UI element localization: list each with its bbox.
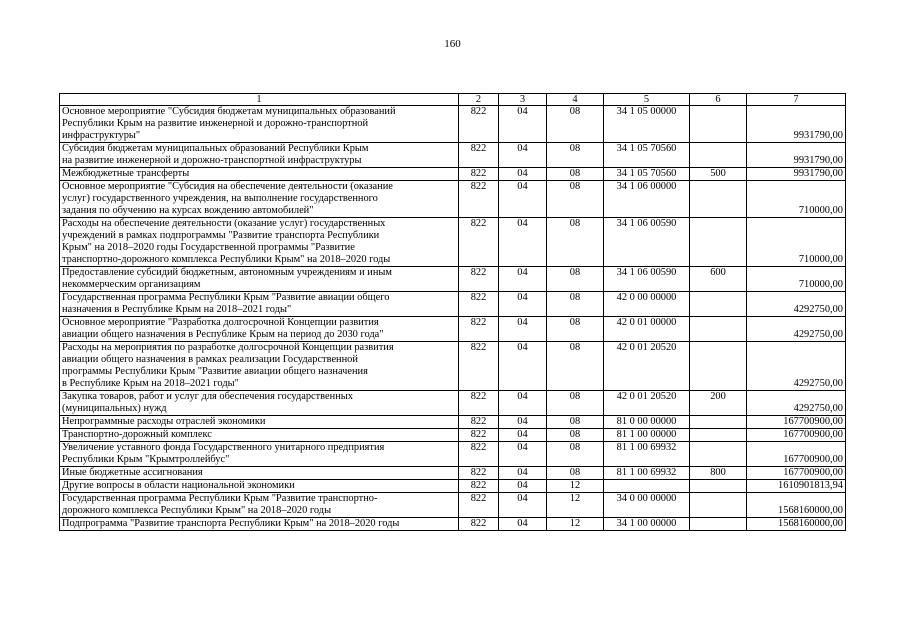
- cell-section: 04: [499, 391, 547, 416]
- cell-vid: [690, 181, 747, 218]
- cell-name-line: Государственная программа Республики Крым "Развитие авиации общего: [62, 292, 390, 303]
- cell-name-line: Основное мероприятие "Субсидия бюджетам муниципальных образований: [62, 106, 396, 117]
- cell-name: [60, 342, 459, 391]
- cell-target: 42 0 01 20520: [604, 342, 690, 391]
- cell-target: 42 0 01 00000: [604, 317, 690, 342]
- cell-name-line: Подпрограмма "Развитие транспорта Республики Крым" на 2018–2020 годы: [62, 518, 400, 529]
- cell-subsection: 12: [547, 480, 604, 493]
- cell-name: [60, 480, 459, 493]
- cell-name-line: авиации общего назначения в рамках реализации Государственной: [62, 354, 358, 365]
- cell-sum: 710000,00: [747, 218, 846, 267]
- cell-sum: 1568160000,00: [747, 493, 846, 518]
- cell-vid: 200: [690, 391, 747, 416]
- table-row: [60, 493, 846, 518]
- cell-ministry: 822: [459, 518, 499, 531]
- cell-vid: [690, 106, 747, 143]
- cell-ministry: 822: [459, 218, 499, 267]
- cell-section: 04: [499, 493, 547, 518]
- budget-table: [59, 93, 846, 531]
- cell-name: [60, 317, 459, 342]
- cell-section: 04: [499, 292, 547, 317]
- table-row: [60, 317, 846, 342]
- table-row: [60, 292, 846, 317]
- table-row: [60, 168, 846, 181]
- header-cell-ministry: 2: [459, 94, 499, 106]
- cell-name: [60, 143, 459, 168]
- cell-subsection: 08: [547, 181, 604, 218]
- cell-subsection: 08: [547, 429, 604, 442]
- cell-sum: 167700900,00: [747, 429, 846, 442]
- cell-vid: 500: [690, 168, 747, 181]
- cell-vid: [690, 442, 747, 467]
- cell-subsection: 08: [547, 267, 604, 292]
- cell-target: 34 1 05 70560: [604, 168, 690, 181]
- cell-ministry: 822: [459, 429, 499, 442]
- cell-section: 04: [499, 480, 547, 493]
- cell-name: [60, 429, 459, 442]
- cell-target: 42 0 00 00000: [604, 292, 690, 317]
- cell-name-line: (муниципальных) нужд: [62, 403, 167, 414]
- cell-section: 04: [499, 218, 547, 267]
- cell-section: 04: [499, 106, 547, 143]
- cell-vid: [690, 143, 747, 168]
- cell-name-line: в Республике Крым на 2018–2021 годы": [62, 378, 239, 389]
- header-cell-section: 3: [499, 94, 547, 106]
- cell-sum: 167700900,00: [747, 416, 846, 429]
- cell-target: 34 1 06 00590: [604, 267, 690, 292]
- cell-subsection: 08: [547, 391, 604, 416]
- cell-vid: [690, 480, 747, 493]
- cell-name-line: транспортно-дорожного комплекса Республики Крым" на 2018–2020 годы: [62, 254, 391, 265]
- cell-name-line: Расходы на мероприятия по разработке долгосрочной Концепции развития: [62, 342, 394, 353]
- cell-name-line: Другие вопросы в области национальной экономики: [62, 480, 295, 491]
- table-row: [60, 442, 846, 467]
- table-row: [60, 429, 846, 442]
- cell-name: [60, 168, 459, 181]
- cell-name-line: Увеличение уставного фонда Государственного унитарного предприятия: [62, 442, 385, 453]
- cell-sum: 1610901813,94: [747, 480, 846, 493]
- cell-name-line: Иные бюджетные ассигнования: [62, 467, 203, 478]
- cell-section: 04: [499, 518, 547, 531]
- cell-sum: 1568160000,00: [747, 518, 846, 531]
- cell-sum: 4292750,00: [747, 317, 846, 342]
- cell-sum: 710000,00: [747, 267, 846, 292]
- cell-name-line: Республики Крым "Крымтроллейбус": [62, 454, 230, 465]
- table-body: [60, 106, 846, 531]
- cell-name-line: Закупка товаров, работ и услуг для обеспечения государственных: [62, 391, 353, 402]
- cell-sum: 4292750,00: [747, 342, 846, 391]
- cell-subsection: 08: [547, 467, 604, 480]
- cell-name-line: некоммерческим организациям: [62, 279, 201, 290]
- header-cell-subsection: 4: [547, 94, 604, 106]
- cell-sum: 9931790,00: [747, 168, 846, 181]
- cell-section: 04: [499, 442, 547, 467]
- cell-ministry: 822: [459, 181, 499, 218]
- cell-name-line: назначения в Республике Крым на 2018–2021 годы": [62, 304, 292, 315]
- cell-name-line: учреждений в рамках подпрограммы "Развитие транспорта Республики: [62, 230, 380, 241]
- header-cell-vid: 6: [690, 94, 747, 106]
- cell-section: 04: [499, 181, 547, 218]
- cell-subsection: 08: [547, 442, 604, 467]
- cell-name: [60, 416, 459, 429]
- table-row: [60, 106, 846, 143]
- cell-vid: [690, 292, 747, 317]
- cell-section: 04: [499, 429, 547, 442]
- cell-target: 34 1 00 00000: [604, 518, 690, 531]
- table-row: [60, 480, 846, 493]
- cell-ministry: 822: [459, 143, 499, 168]
- cell-target: 81 1 00 69932: [604, 442, 690, 467]
- cell-name: [60, 493, 459, 518]
- table-row: [60, 218, 846, 267]
- cell-name: [60, 518, 459, 531]
- cell-subsection: 08: [547, 317, 604, 342]
- cell-section: 04: [499, 416, 547, 429]
- cell-target: 34 1 05 70560: [604, 143, 690, 168]
- cell-sum: 4292750,00: [747, 391, 846, 416]
- cell-name: [60, 106, 459, 143]
- cell-target: 34 1 05 00000: [604, 106, 690, 143]
- cell-sum: 167700900,00: [747, 467, 846, 480]
- cell-vid: [690, 493, 747, 518]
- cell-name-line: Расходы на обеспечение деятельности (оказание услуг) государственных: [62, 218, 386, 229]
- table-row: [60, 342, 846, 391]
- cell-name-line: задания по обучению на курсах вождению автомобилей": [62, 205, 314, 216]
- cell-section: 04: [499, 317, 547, 342]
- cell-name: [60, 267, 459, 292]
- cell-section: 04: [499, 143, 547, 168]
- cell-target: 81 0 00 00000: [604, 416, 690, 429]
- cell-vid: [690, 218, 747, 267]
- table-row: [60, 181, 846, 218]
- cell-name-line: Основное мероприятие "Разработка долгосрочной Концепции развития: [62, 317, 379, 328]
- cell-vid: [690, 317, 747, 342]
- cell-vid: [690, 518, 747, 531]
- cell-name: [60, 391, 459, 416]
- cell-section: 04: [499, 342, 547, 391]
- cell-subsection: 08: [547, 416, 604, 429]
- cell-name-line: Межбюджетные трансферты: [62, 168, 190, 179]
- cell-sum: 9931790,00: [747, 106, 846, 143]
- cell-name: [60, 218, 459, 267]
- cell-sum: 167700900,00: [747, 442, 846, 467]
- cell-name: [60, 181, 459, 218]
- cell-subsection: 08: [547, 168, 604, 181]
- cell-sum: 710000,00: [747, 181, 846, 218]
- cell-target: [604, 480, 690, 493]
- table-row: [60, 267, 846, 292]
- cell-subsection: 08: [547, 342, 604, 391]
- cell-target: 34 0 00 00000: [604, 493, 690, 518]
- cell-name-line: Основное мероприятие "Субсидия на обеспечение деятельности (оказание: [62, 181, 393, 192]
- cell-section: 04: [499, 467, 547, 480]
- cell-name: [60, 467, 459, 480]
- cell-subsection: 12: [547, 493, 604, 518]
- cell-vid: 600: [690, 267, 747, 292]
- cell-subsection: 08: [547, 143, 604, 168]
- cell-subsection: 08: [547, 292, 604, 317]
- cell-section: 04: [499, 267, 547, 292]
- header-cell-target: 5: [604, 94, 690, 106]
- cell-target: 34 1 06 00590: [604, 218, 690, 267]
- cell-name-line: Транспортно-дорожный комплекс: [62, 429, 212, 440]
- cell-subsection: 08: [547, 218, 604, 267]
- header-cell-sum: 7: [747, 94, 846, 106]
- cell-vid: [690, 342, 747, 391]
- cell-vid: [690, 429, 747, 442]
- cell-ministry: 822: [459, 106, 499, 143]
- cell-ministry: 822: [459, 317, 499, 342]
- cell-vid: [690, 416, 747, 429]
- table-row: [60, 391, 846, 416]
- cell-target: 34 1 06 00000: [604, 181, 690, 218]
- cell-ministry: 822: [459, 168, 499, 181]
- cell-name-line: Государственная программа Республики Крым "Развитие транспортно-: [62, 493, 378, 504]
- cell-sum: 4292750,00: [747, 292, 846, 317]
- cell-subsection: 08: [547, 106, 604, 143]
- cell-ministry: 822: [459, 342, 499, 391]
- page-number: 160: [444, 38, 461, 50]
- cell-ministry: 822: [459, 442, 499, 467]
- cell-target: 42 0 01 20520: [604, 391, 690, 416]
- cell-ministry: 822: [459, 467, 499, 480]
- cell-name-line: Субсидия бюджетам муниципальных образований Республики Крым: [62, 143, 369, 154]
- cell-subsection: 12: [547, 518, 604, 531]
- cell-name: [60, 292, 459, 317]
- cell-ministry: 822: [459, 416, 499, 429]
- cell-ministry: 822: [459, 267, 499, 292]
- cell-name-line: авиации общего назначения в Республике Крым на период до 2030 года": [62, 329, 384, 340]
- cell-name-line: дорожного комплекса Республики Крым" на 2018–2020 годы: [62, 505, 332, 516]
- cell-target: 81 1 00 69932: [604, 467, 690, 480]
- cell-ministry: 822: [459, 391, 499, 416]
- cell-vid: 800: [690, 467, 747, 480]
- cell-name: [60, 442, 459, 467]
- cell-name-line: инфраструктуры": [62, 130, 141, 141]
- cell-name-line: услуг) государственного учреждения, на выполнение государственного: [62, 193, 378, 204]
- cell-ministry: 822: [459, 493, 499, 518]
- cell-name-line: Республики Крым на развитие инженерной и дорожно-транспортной: [62, 118, 369, 129]
- table-row: [60, 143, 846, 168]
- cell-ministry: 822: [459, 480, 499, 493]
- table-row: [60, 416, 846, 429]
- table-row: [60, 467, 846, 480]
- cell-ministry: 822: [459, 292, 499, 317]
- cell-name-line: на развитие инженерной и дорожно-транспортной инфраструктуры: [62, 155, 362, 166]
- table-header-row: [60, 94, 846, 106]
- cell-name-line: программы Республики Крым "Развитие авиации общего назначения: [62, 366, 368, 377]
- cell-name-line: Непрограммные расходы отраслей экономики: [62, 416, 266, 427]
- cell-target: 81 1 00 00000: [604, 429, 690, 442]
- cell-name-line: Предоставление субсидий бюджетным, автономным учреждениям и иным: [62, 267, 392, 278]
- header-cell-name: 1: [60, 94, 459, 106]
- cell-section: 04: [499, 168, 547, 181]
- cell-sum: 9931790,00: [747, 143, 846, 168]
- table-row: [60, 518, 846, 531]
- cell-name-line: Крым" на 2018–2020 годы Государственной программы "Развитие: [62, 242, 355, 253]
